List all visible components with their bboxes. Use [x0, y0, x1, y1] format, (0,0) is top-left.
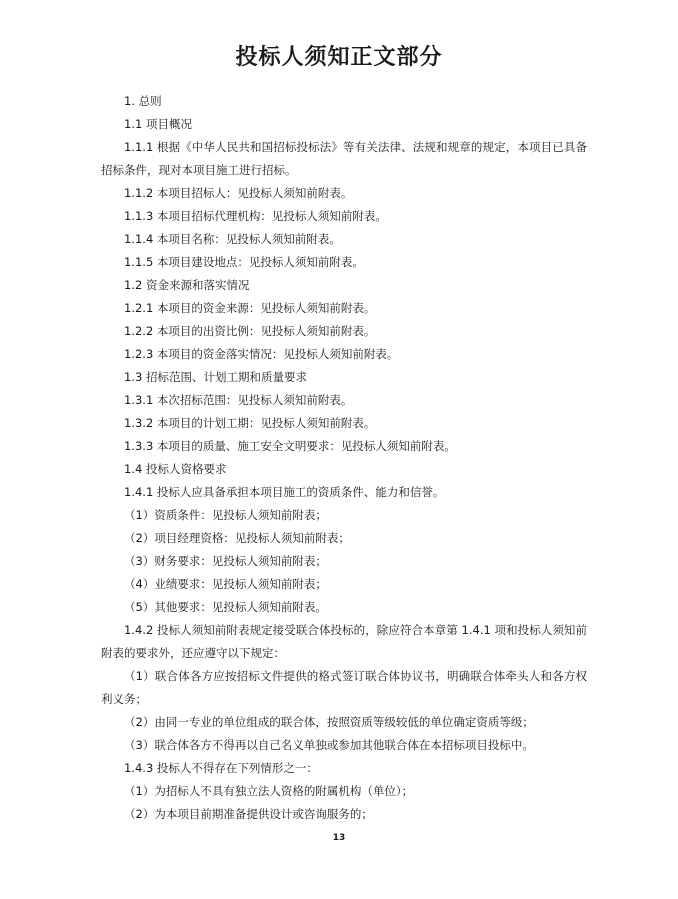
paragraph: 1.3.1 本次招标范围：见投标人须知前附表。: [124, 393, 353, 407]
paragraph: 1.1.4 本项目名称：见投标人须知前附表。: [124, 232, 341, 246]
paragraph: 1.1.2 本项目招标人：见投标人须知前附表。: [124, 186, 353, 200]
paragraph: 1.1.1 根据《中华人民共和国招标投标法》等有关法律、法规和规章的规定，本项目已具备招标条件，现对本项目施工进行招标。: [101, 140, 587, 177]
list-item: （3）财务要求：见投标人须知前附表；: [124, 554, 327, 568]
paragraph: 1.2.1 本项目的资金来源：见投标人须知前附表。: [124, 301, 376, 315]
list-item: （2）由同一专业的单位组成的联合体，按照资质等级较低的单位确定资质等级；: [124, 715, 534, 729]
paragraph: 1.4.3 投标人不得存在下列情形之一：: [124, 761, 318, 775]
subsection-heading: 1.2 资金来源和落实情况: [124, 278, 250, 292]
subsection-heading: 1.3 招标范围、计划工期和质量要求: [124, 370, 307, 384]
paragraph: 1.4.1 投标人应具备承担本项目施工的资质条件、能力和信誉。: [124, 485, 445, 499]
list-item: （1）资质条件：见投标人须知前附表；: [124, 508, 327, 522]
paragraph: 1.3.3 本项目的质量、施工安全文明要求：见投标人须知前附表。: [124, 439, 456, 453]
list-item: （4）业绩要求：见投标人须知前附表；: [124, 577, 327, 591]
paragraph: 1.2.3 本项目的资金落实情况：见投标人须知前附表。: [124, 347, 399, 361]
list-item: （2）项目经理资格：见投标人须知前附表；: [124, 531, 350, 545]
paragraph: 1.1.5 本项目建设地点：见投标人须知前附表。: [124, 255, 364, 269]
document-title: 投标人须知正文部分: [235, 45, 443, 70]
page-number: 13: [332, 833, 346, 843]
paragraph: 1.4.2 投标人须知前附表规定接受联合体投标的，除应符合本章第 1.4.1 项和投标人须知前附表的要求外，还应遵守以下规定：: [101, 623, 587, 660]
paragraph: 1.3.2 本项目的计划工期：见投标人须知前附表。: [124, 416, 376, 430]
list-item: （2）为本项目前期准备提供设计或咨询服务的；: [124, 807, 373, 821]
subsection-heading: 1.1 项目概况: [124, 117, 192, 131]
section-heading: 1. 总则: [124, 94, 162, 108]
list-item: （1）为招标人不具有独立法人资格的附属机构（单位）；: [124, 784, 414, 798]
list-item: （3）联合体各方不得再以自己名义单独或参加其他联合体在本招标项目投标中。: [124, 738, 534, 752]
paragraph: 1.2.2 本项目的出资比例：见投标人须知前附表。: [124, 324, 376, 338]
list-item: （5）其他要求：见投标人须知前附表。: [124, 600, 327, 614]
list-item: （1）联合体各方应按招标文件提供的格式签订联合体协议书，明确联合体牵头人和各方权利义务；: [101, 669, 587, 706]
paragraph: 1.1.3 本项目招标代理机构：见投标人须知前附表。: [124, 209, 387, 223]
subsection-heading: 1.4 投标人资格要求: [124, 462, 227, 476]
document-body: [101, 90, 587, 826]
